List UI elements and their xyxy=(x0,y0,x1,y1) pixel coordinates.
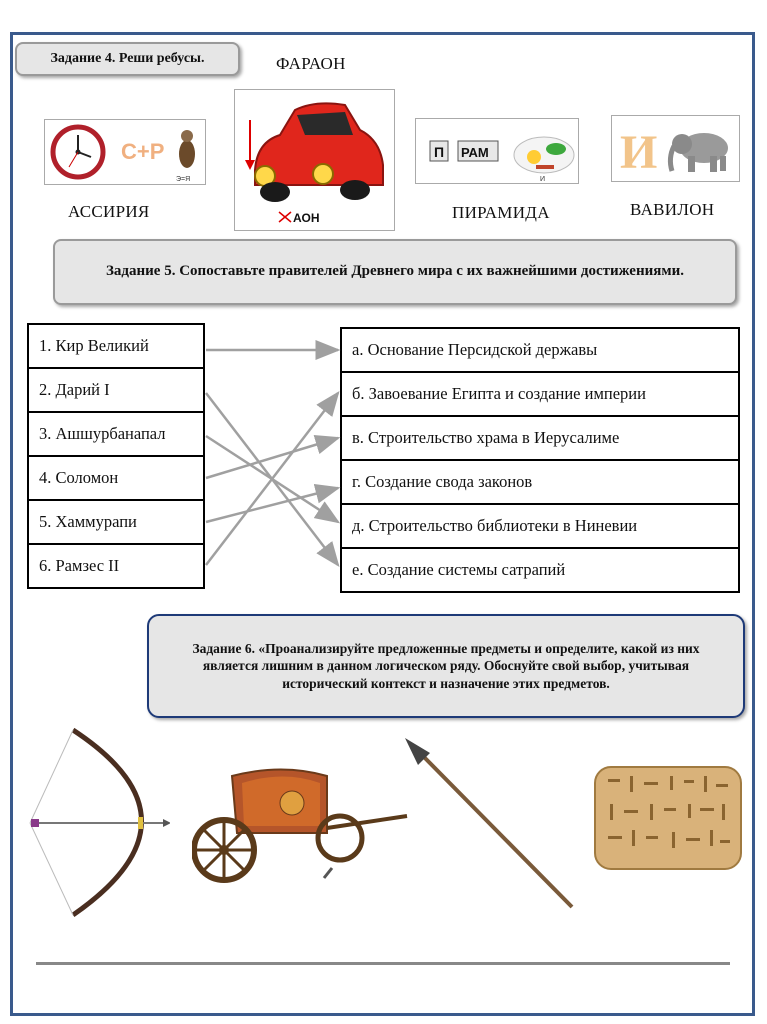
chariot-image xyxy=(192,758,412,893)
ruler-item: 4. Соломон xyxy=(28,456,204,500)
rebus-answer-pharaoh: ФАРАОН xyxy=(276,54,346,73)
achievement-item: д. Строительство библиотеки в Ниневии xyxy=(341,504,739,548)
svg-text:РАМ: РАМ xyxy=(461,145,489,160)
achievement-item: а. Основание Персидской державы xyxy=(341,328,739,372)
svg-text:П: П xyxy=(434,144,445,160)
ruler-item: 2. Дарий I xyxy=(28,368,204,412)
bottom-divider xyxy=(36,962,730,965)
achievement-item: б. Завоевание Египта и создание империи xyxy=(341,372,739,416)
svg-text:И: И xyxy=(620,126,658,179)
svg-text:Э=Я: Э=Я xyxy=(176,176,191,183)
svg-text:АОН: АОН xyxy=(293,211,320,225)
bow-image xyxy=(25,725,170,920)
achievement-item: е. Создание системы сатрапий xyxy=(341,548,739,592)
ruler-item: 1. Кир Великий xyxy=(28,324,204,368)
achievement-item: в. Строительство храма в Иерусалиме xyxy=(341,416,739,460)
ruler-item: 5. Хаммурапи xyxy=(28,500,204,544)
rebus-answer-pyramid: ПИРАМИДА xyxy=(452,203,550,222)
rebus-answer-babylon: ВАВИЛОН xyxy=(630,200,715,219)
clay-tablet-image xyxy=(592,764,744,872)
ruler-item: 6. Рамзес II xyxy=(28,544,204,588)
rebus-answer-assyria: АССИРИЯ xyxy=(68,202,150,221)
task6-title: Задание 6. «Проанализируйте предложенные предметы и определите, какой из них является лишним в данном логическом ряду. Обоснуйте свой выбор, учитывая исторический контекст и назначение этих предметов. xyxy=(147,614,745,718)
task5-title: Задание 5. Сопоставьте правителей Древнего мира с их важнейшими достижениями. xyxy=(53,239,737,305)
svg-text:С+Р: С+Р xyxy=(121,139,165,164)
arrow-4-v xyxy=(206,438,338,478)
arrow-5-g xyxy=(206,488,338,522)
task4-title: Задание 4. Реши ребусы. xyxy=(15,42,240,76)
ruler-item: 3. Ашшурбанапал xyxy=(28,412,204,456)
svg-text:И: И xyxy=(540,176,546,183)
achievement-item: г. Создание свода законов xyxy=(341,460,739,504)
spear-image xyxy=(400,735,580,915)
